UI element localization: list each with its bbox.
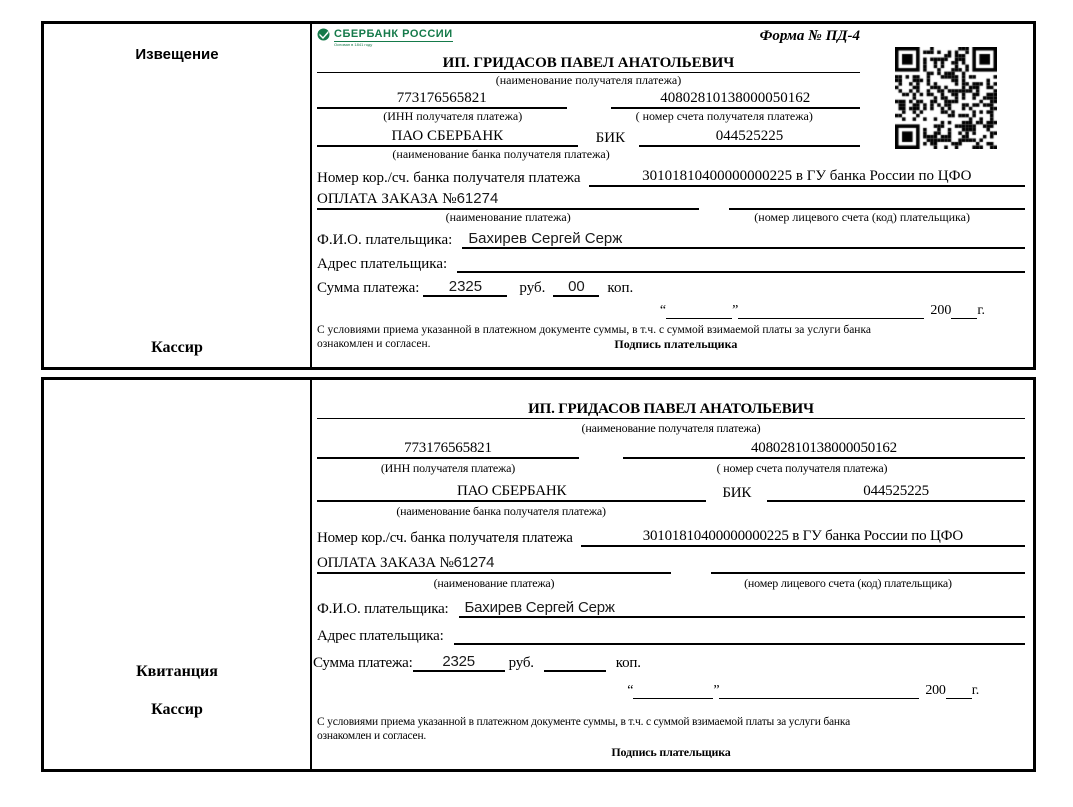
payer-address-label: Адрес плательщика: (317, 628, 444, 644)
payer-address-value[interactable] (454, 643, 1025, 645)
qr-code (895, 47, 997, 149)
payer-fio-label: Ф.И.О. плательщика: (317, 601, 449, 617)
date-row (317, 297, 985, 319)
notice-logo-row (317, 28, 860, 50)
agreement-line2: ознакомлен и согласен. (317, 338, 431, 350)
inn-account-row (317, 436, 1025, 459)
recipient-name-label: (наименование получателя платежа) (581, 421, 761, 435)
payment-name-label: (наименование платежа) (445, 210, 571, 224)
notice-form-area (312, 24, 1033, 367)
inn-account-labels (317, 459, 1025, 476)
date-day-field[interactable] (666, 304, 732, 319)
receipt-form-area (312, 380, 1033, 769)
quote-open: “ (659, 303, 667, 318)
receipt-left-column (44, 380, 312, 769)
amount-row (317, 273, 1025, 297)
form-number-label: Форма № ПД-4 (759, 28, 860, 44)
payer-fio-row (317, 591, 1025, 618)
payment-purpose-value[interactable]: ОПЛАТА ЗАКАЗА №61274 (317, 190, 699, 210)
payer-address-row (317, 249, 1025, 273)
payment-purpose-row (317, 547, 1025, 574)
bank-name-value[interactable]: ПАО СБЕРБАНК (317, 483, 706, 502)
payment-purpose-row (317, 187, 1025, 210)
account-value[interactable]: 40802810138000050162 (623, 440, 1025, 459)
quote-close: ” (713, 683, 720, 698)
bank-bik-row (317, 476, 1025, 502)
inn-value[interactable]: 773176565821 (317, 90, 567, 109)
inn-account-row (317, 88, 860, 109)
recipient-name-value: ИП. ГРИДАСОВ ПАВЕЛ АНАТОЛЬЕВИЧ (317, 50, 860, 73)
inn-account-labels (317, 109, 860, 124)
order-number-value: 61274 (453, 554, 495, 571)
date-month-field[interactable] (719, 684, 919, 699)
amount-rub-value[interactable]: 2325 (413, 653, 505, 672)
amount-kop-value[interactable] (544, 670, 606, 672)
bik-value[interactable]: 044525225 (767, 483, 1025, 502)
payer-address-value[interactable] (457, 271, 1025, 273)
corr-account-label: Номер кор./сч. банка получателя платежа (317, 530, 573, 546)
year-prefix: 200 (925, 683, 946, 698)
amount-kop-value[interactable]: 00 (553, 278, 599, 297)
rub-label: руб. (508, 655, 534, 671)
notice-section (41, 21, 1036, 370)
bank-name-value[interactable]: ПАО СБЕРБАНК (317, 128, 578, 147)
corr-account-value[interactable]: 30101810400000000225 в ГУ банка России по ЦФО (581, 528, 1025, 547)
notice-left-column (44, 24, 312, 367)
bank-name-label: (наименование банка получателя платежа) (396, 504, 606, 518)
payer-fio-value[interactable]: Бахирев Сергей Серж (462, 230, 1025, 249)
payer-account-field[interactable] (711, 572, 1025, 574)
account-value[interactable]: 40802810138000050162 (611, 90, 861, 109)
payer-fio-value[interactable]: Бахирев Сергей Серж (459, 599, 1025, 618)
receipt-cashier-label: Кассир (151, 701, 203, 718)
bik-value[interactable]: 044525225 (639, 128, 860, 147)
rub-label: руб. (519, 280, 546, 296)
date-month-field[interactable] (738, 304, 924, 319)
bik-label: БИК (595, 130, 626, 146)
bank-bik-row (317, 124, 860, 147)
payment-name-label: (наименование платежа) (433, 576, 555, 590)
corr-account-label: Номер кор./сч. банка получателя платежа (317, 170, 581, 186)
inn-label: (ИНН получателя платежа) (383, 109, 523, 123)
quote-close: ” (732, 303, 739, 318)
recipient-name-value: ИП. ГРИДАСОВ ПАВЕЛ АНАТОЛЬЕВИЧ (317, 392, 1025, 419)
recipient-name-label: (наименование получателя платежа) (495, 73, 682, 87)
receipt-section (41, 377, 1036, 772)
payer-account-label: (номер лицевого счета (код) плательщика) (744, 576, 952, 590)
sberbank-logo-text: СБЕРБАНК РОССИИ (334, 28, 453, 40)
notice-cashier-label: Кассир (151, 339, 203, 356)
corr-account-row (317, 162, 1025, 187)
amount-row (313, 645, 1025, 672)
notice-title: Извещение (135, 46, 219, 63)
bank-name-label: (наименование банка получателя платежа) (392, 147, 610, 161)
signature-label: Подпись плательщика (614, 337, 738, 351)
date-row (317, 672, 979, 699)
payer-fio-row (317, 225, 1025, 249)
account-label: ( номер счета получателя платежа) (716, 461, 888, 475)
amount-label: Сумма платежа: (317, 280, 420, 296)
date-year-field[interactable] (951, 304, 977, 319)
payer-address-row (317, 618, 1025, 645)
account-label: ( номер счета получателя платежа) (635, 109, 813, 123)
sberbank-logo-icon (317, 28, 330, 41)
date-day-field[interactable] (633, 684, 713, 699)
amount-rub-value[interactable]: 2325 (423, 278, 507, 297)
receipt-title: Квитанция (136, 663, 218, 680)
payer-address-label: Адрес плательщика: (317, 256, 448, 272)
payer-fio-label: Ф.И.О. плательщика: (317, 232, 453, 248)
kop-label: коп. (615, 655, 641, 671)
agreement-line1: С условиями приема указанной в платежном документе суммы, в т.ч. с суммой взимаемой платы за услуги банка (317, 324, 871, 336)
date-year-field[interactable] (946, 684, 972, 699)
purpose-labels-row (317, 574, 1025, 591)
order-number-value: 61274 (456, 190, 499, 207)
kop-label: коп. (607, 280, 634, 296)
sberbank-logo (317, 28, 453, 47)
inn-value[interactable]: 773176565821 (317, 440, 579, 459)
year-suffix: г. (977, 303, 985, 318)
agreement-line1: С условиями приема указанной в платежном документе суммы, в т.ч. с суммой взимаемой платы за услуги банка (317, 716, 850, 728)
agreement-block (317, 323, 1025, 351)
bik-label: БИК (722, 485, 752, 501)
quote-open: “ (627, 683, 634, 698)
payment-purpose-value[interactable]: ОПЛАТА ЗАКАЗА №61274 (317, 554, 671, 574)
payer-account-label: (номер лицевого счета (код) плательщика) (754, 210, 970, 224)
corr-account-row (317, 519, 1025, 547)
signature-label: Подпись плательщика (611, 745, 731, 759)
year-suffix: г. (971, 683, 979, 698)
amount-label: Сумма платежа: (313, 655, 413, 671)
corr-account-value[interactable]: 30101810400000000225 в ГУ банка России по ЦФО (589, 168, 1025, 187)
inn-label: (ИНН получателя платежа) (380, 461, 516, 475)
year-prefix: 200 (930, 303, 952, 318)
purpose-labels-row (317, 210, 1025, 225)
sberbank-logo-tagline: Основан в 1841 году (334, 42, 373, 47)
agreement-block (317, 715, 1025, 759)
agreement-line2: ознакомлен и согласен. (317, 730, 427, 742)
